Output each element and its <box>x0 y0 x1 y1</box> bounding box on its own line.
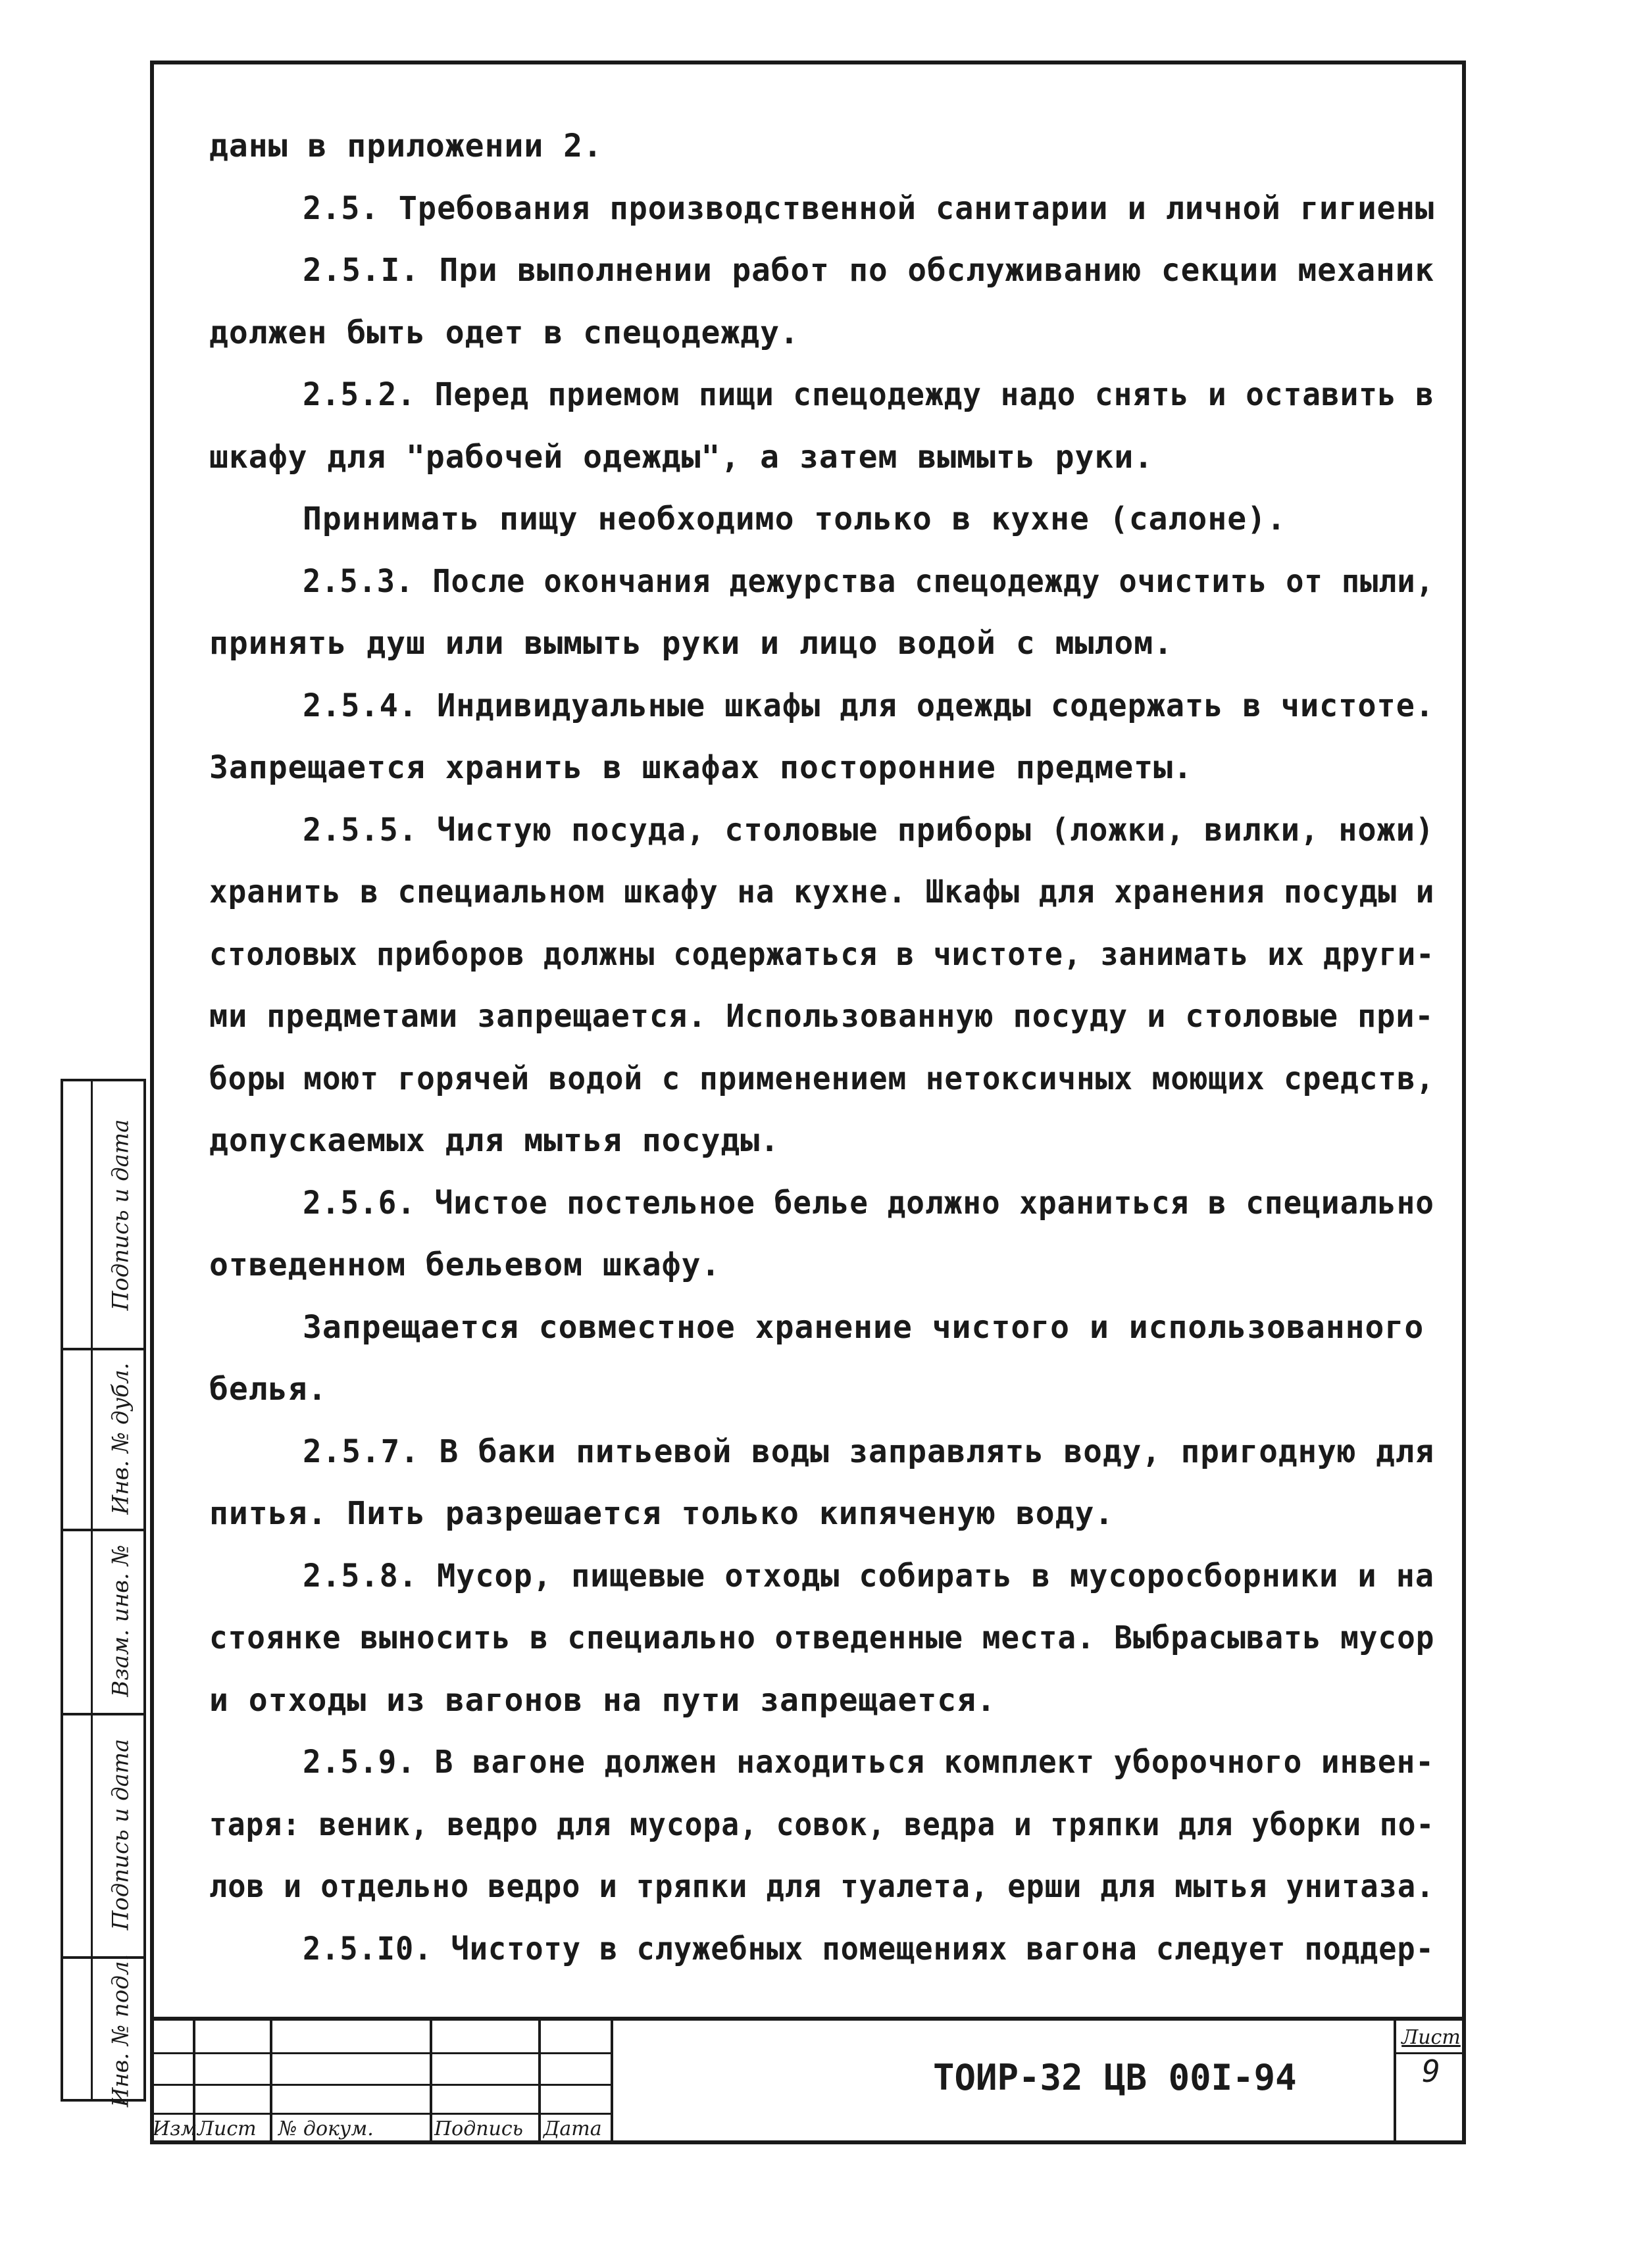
text-line: принять душ или вымыть руки и лицо водой с мылом. <box>209 625 1174 662</box>
text-line: белья. <box>209 1371 328 1408</box>
text-line: 2.5.3. После окончания дежурства спецодежду очистить от пыли, <box>303 563 1434 600</box>
text-line: боры моют горячей водой с применением нетоксичных моющих средств, <box>209 1060 1435 1097</box>
text-line: шкафу для "рабочей одежды", а затем вымыть руки. <box>209 439 1154 476</box>
col-label-doc-number: № докум. <box>278 2117 374 2140</box>
text-line: лов и отдельно ведро и тряпки для туалета, ерши для мытья унитаза. <box>209 1868 1435 1905</box>
text-line: Принимать пищу необходимо только в кухне (салоне). <box>303 501 1286 537</box>
text-line: Запрещается совместное хранение чистого и использованного <box>303 1309 1425 1346</box>
text-line: 2.5.5. Чистую посуда, столовые приборы (ложки, вилки, ножи) <box>303 812 1435 849</box>
text-line: стоянке выносить в специально отведенные места. Выбрасывать мусор <box>209 1619 1435 1656</box>
side-stamp-dup-inventory: Инв. № дубл. <box>107 1362 134 1514</box>
title-block-col-line <box>538 2021 541 2144</box>
side-stamp <box>61 1079 146 2107</box>
text-line: допускаемых для мытья посуды. <box>209 1122 780 1159</box>
title-block-col-line <box>270 2021 272 2144</box>
col-label-sheet: Лист <box>197 2117 257 2140</box>
text-line: 2.5. Требования производственной санитарии и личной гигиены <box>303 190 1435 227</box>
text-line: 2.5.2. Перед приемом пищи спецодежду надо снять и оставить в <box>303 376 1434 413</box>
text-line: хранить в специальном шкафу на кухне. Шкафы для хранения посуды и <box>209 874 1435 910</box>
text-line: Запрещается хранить в шкафах посторонние предметы. <box>209 749 1193 786</box>
text-line: столовых приборов должны содержаться в чистоте, занимать их други- <box>209 936 1435 973</box>
title-block-row-line <box>150 2084 611 2086</box>
text-line: 2.5.I0. Чистоту в служебных помещениях вагона следует поддер- <box>303 1931 1434 1967</box>
title-block-row-line <box>150 2052 611 2054</box>
sheet-number: 9 <box>1422 2054 1440 2089</box>
text-line: 2.5.7. В баки питьевой воды заправлять воду, пригодную для <box>303 1433 1435 1470</box>
title-block <box>150 2017 1466 2144</box>
side-stamp-replace-inventory: Взам. инв. № <box>107 1544 134 1697</box>
text-line: питья. Пить разрешается только кипяченую воду. <box>209 1495 1115 1532</box>
text-line: 2.5.6. Чистое постельное белье должно храниться в специально <box>303 1185 1434 1221</box>
title-block-col-line <box>430 2021 432 2144</box>
col-label-signature: Подпись <box>434 2117 524 2140</box>
text-line: и отходы из вагонов на пути запрещается. <box>209 1682 996 1719</box>
text-line: 2.5.9. В вагоне должен находиться комплект уборочного инвен- <box>303 1744 1434 1781</box>
sheet-box <box>1394 2021 1466 2144</box>
side-stamp-original-inventory: Инв. № подл. <box>107 1954 134 2107</box>
title-block-row-line <box>150 2113 611 2115</box>
text-line: 2.5.4. Индивидуальные шкафы для одежды содержать в чистоте. <box>303 687 1435 724</box>
col-label-change: Изм <box>153 2117 197 2140</box>
text-line: 2.5.I. При выполнении работ по обслуживанию секции механик <box>303 252 1435 289</box>
text-line: должен быть одет в спецодежду. <box>209 314 799 351</box>
side-stamp-signature-date: Подпись и дата <box>107 1119 134 1310</box>
text-line: таря: веник, ведро для мусора, совок, ведра и тряпки для уборки по- <box>209 1806 1435 1843</box>
text-line: ми предметами запрещается. Использованную посуду и столовые при- <box>209 998 1434 1035</box>
text-line: отведенном бельевом шкафу. <box>209 1246 721 1283</box>
col-label-date: Дата <box>543 2117 602 2140</box>
text-line: даны в приложении 2. <box>209 128 603 164</box>
document-code: ТОИР-32 ЦВ 00I-94 <box>933 2057 1297 2098</box>
title-block-col-line <box>611 2021 613 2144</box>
side-stamp-signature-date-2: Подпись и дата <box>107 1738 134 1931</box>
text-line: 2.5.8. Мусор, пищевые отходы собирать в мусоросборники и на <box>303 1558 1435 1594</box>
sheet-label: Лист <box>1401 2026 1461 2049</box>
